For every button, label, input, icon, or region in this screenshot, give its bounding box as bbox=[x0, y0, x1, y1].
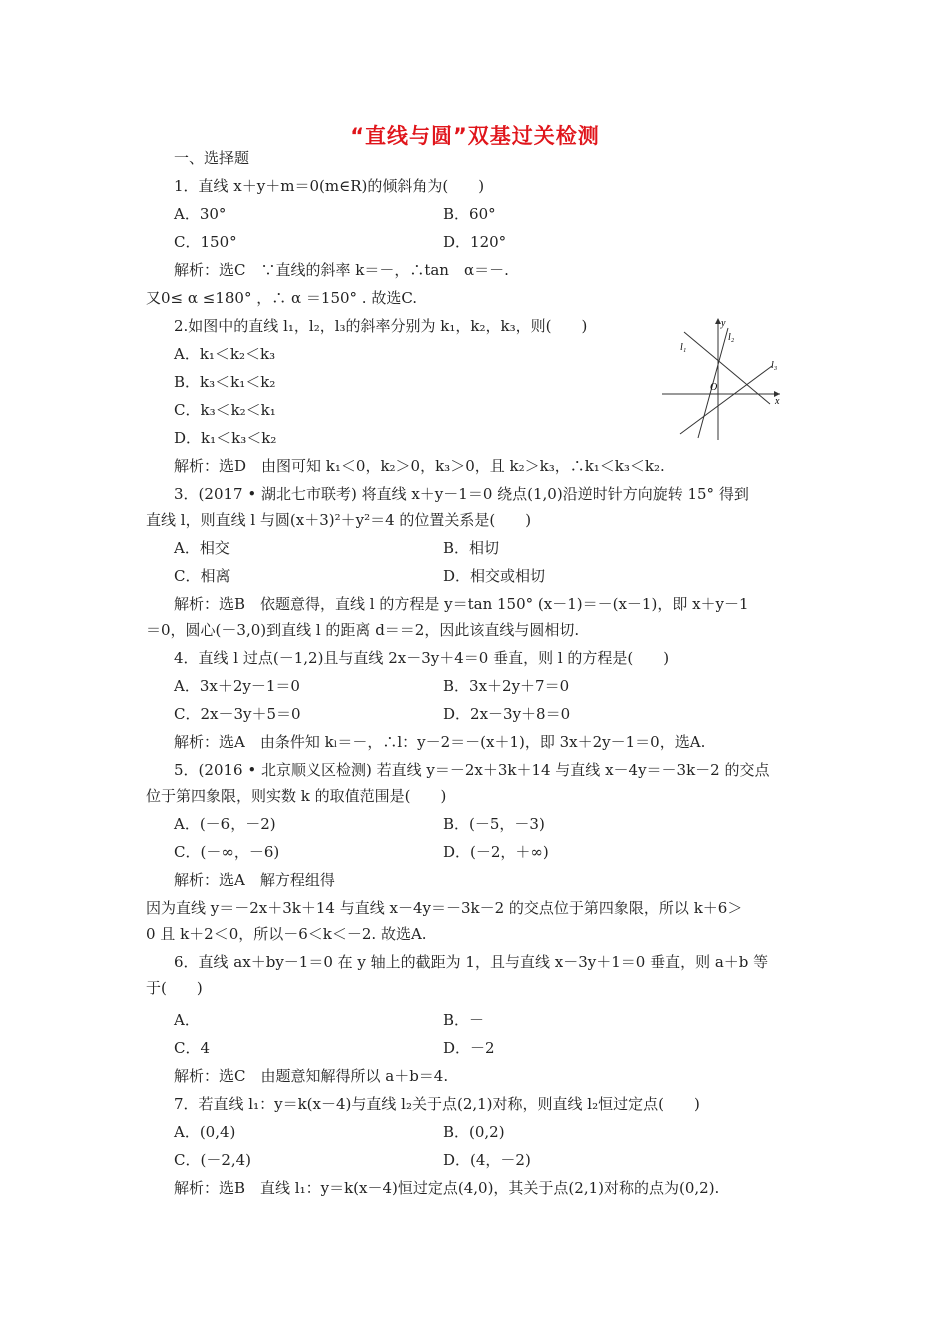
q2-stem: 2.如图中的直线 l₁，l₂，l₃的斜率分别为 k₁，k₂，k₃，则( ) bbox=[174, 317, 588, 335]
q3-option-c: C．相离 bbox=[174, 567, 231, 585]
q6-solution: 解析：选C 由题意知解得所以 a＋b＝4. bbox=[174, 1067, 449, 1085]
q5-option-d: D．(－2，＋∞) bbox=[443, 843, 549, 861]
q6-option-c: C．4 bbox=[174, 1039, 211, 1057]
l3-label: l₃ bbox=[771, 360, 778, 371]
q4-option-d: D．2x－3y＋8＝0 bbox=[443, 705, 571, 723]
q6-stem-line2: 于( ) bbox=[146, 979, 203, 997]
origin-label: O bbox=[710, 382, 718, 393]
q3-stem-line2: 直线 l，则直线 l 与圆(x＋3)²＋y²＝4 的位置关系是( ) bbox=[146, 511, 532, 529]
q2-option-b: B．k₃＜k₁＜k₂ bbox=[174, 373, 276, 391]
q7-solution: 解析：选B 直线 l₁：y＝k(x－4)恒过定点(4,0)，其关于点(2,1)对称的点为(0,2). bbox=[174, 1179, 720, 1197]
q2-slope-figure bbox=[662, 314, 786, 440]
q5-stem-line2: 位于第四象限，则实数 k 的取值范围是( ) bbox=[146, 787, 447, 805]
q3-solution-line1: 解析：选B 依题意得，直线 l 的方程是 y＝tan 150° (x－1)＝－(x－1)，即 x＋y－1 bbox=[174, 595, 749, 613]
q5-option-b: B．(－5，－3) bbox=[443, 815, 545, 833]
q6-option-a: A． bbox=[174, 1011, 200, 1029]
q4-option-b: B．3x＋2y＋7＝0 bbox=[443, 677, 570, 695]
y-axis-label: y bbox=[721, 318, 726, 329]
line-l1 bbox=[684, 332, 770, 404]
section-heading: 一、选择题 bbox=[174, 149, 250, 167]
q7-option-a: A．(0,4) bbox=[174, 1123, 236, 1141]
q3-option-a: A．相交 bbox=[174, 539, 230, 557]
q7-option-b: B．(0,2) bbox=[443, 1123, 505, 1141]
q6-stem-line1: 6．直线 ax＋by－1＝0 在 y 轴上的截距为 1，且与直线 x－3y＋1＝0 垂直，则 a＋b 等 bbox=[174, 953, 769, 971]
q2-solution: 解析：选D 由图可知 k₁＜0，k₂＞0，k₃＞0，且 k₂＞k₃，∴k₁＜k₃＜k₂. bbox=[174, 457, 665, 475]
q5-solution-line3: 0 且 k＋2＜0，所以－6＜k＜－2. 故选A. bbox=[146, 925, 427, 943]
l1-label: l₁ bbox=[680, 342, 687, 353]
q6-option-d: D．－2 bbox=[443, 1039, 495, 1057]
q1-solution-line1: 解析：选C ∵直线的斜率 k＝－，∴tan α＝－. bbox=[174, 261, 509, 279]
l2-label: l₂ bbox=[728, 332, 735, 343]
q2-option-c: C．k₃＜k₂＜k₁ bbox=[174, 401, 276, 419]
q5-solution-line2: 因为直线 y＝－2x＋3k＋14 与直线 x－4y＝－3k－2 的交点位于第四象限，所以 k＋6＞ bbox=[146, 899, 743, 917]
q7-option-d: D．(4，－2) bbox=[443, 1151, 531, 1169]
q5-option-c: C．(－∞，－6) bbox=[174, 843, 280, 861]
q6-option-b: B．－ bbox=[443, 1011, 485, 1029]
line-l3 bbox=[680, 366, 772, 434]
q1-solution-line2: 又0≤ α ≤180° ，∴ α ＝150° . 故选C. bbox=[146, 289, 418, 307]
x-axis-label: x bbox=[775, 396, 780, 407]
q3-option-b: B．相切 bbox=[443, 539, 500, 557]
q1-stem: 1．直线 x＋y＋m＝0(m∈R)的倾斜角为( ) bbox=[174, 177, 485, 195]
q1-option-c: C．150° bbox=[174, 233, 237, 251]
page-title: “直线与圆”双基过关检测 bbox=[350, 124, 600, 148]
q2-option-a: A．k₁＜k₂＜k₃ bbox=[174, 345, 276, 363]
q4-solution: 解析：选A 由条件知 kₗ＝－，∴l：y－2＝－(x＋1)，即 3x＋2y－1＝0，选A. bbox=[174, 733, 706, 751]
q4-option-c: C．2x－3y＋5＝0 bbox=[174, 705, 301, 723]
q3-stem-line1: 3．(2017 • 湖北七市联考) 将直线 x＋y－1＝0 绕点(1,0)沿逆时针方向旋转 15° 得到 bbox=[174, 485, 749, 503]
q5-stem-line1: 5．(2016 • 北京顺义区检测) 若直线 y＝－2x＋3k＋14 与直线 x－4y＝－3k－2 的交点 bbox=[174, 761, 770, 779]
q1-option-b: B．60° bbox=[443, 205, 496, 223]
q4-stem: 4．直线 l 过点(－1,2)且与直线 2x－3y＋4＝0 垂直，则 l 的方程是( ) bbox=[174, 649, 670, 667]
q5-option-a: A．(－6，－2) bbox=[174, 815, 276, 833]
q7-stem: 7．若直线 l₁：y＝k(x－4)与直线 l₂关于点(2,1)对称，则直线 l₂恒过定点( ) bbox=[174, 1095, 700, 1113]
q7-option-c: C．(－2,4) bbox=[174, 1151, 252, 1169]
q4-option-a: A．3x＋2y－1＝0 bbox=[174, 677, 300, 695]
q3-solution-line2: ＝0，圆心(－3,0)到直线 l 的距离 d＝＝2，因此该直线与圆相切. bbox=[146, 621, 580, 639]
q5-solution-line1: 解析：选A 解方程组得 bbox=[174, 871, 335, 889]
q2-option-d: D．k₁＜k₃＜k₂ bbox=[174, 429, 277, 447]
q1-option-d: D．120° bbox=[443, 233, 507, 251]
q3-option-d: D．相交或相切 bbox=[443, 567, 546, 585]
q1-option-a: A．30° bbox=[174, 205, 227, 223]
